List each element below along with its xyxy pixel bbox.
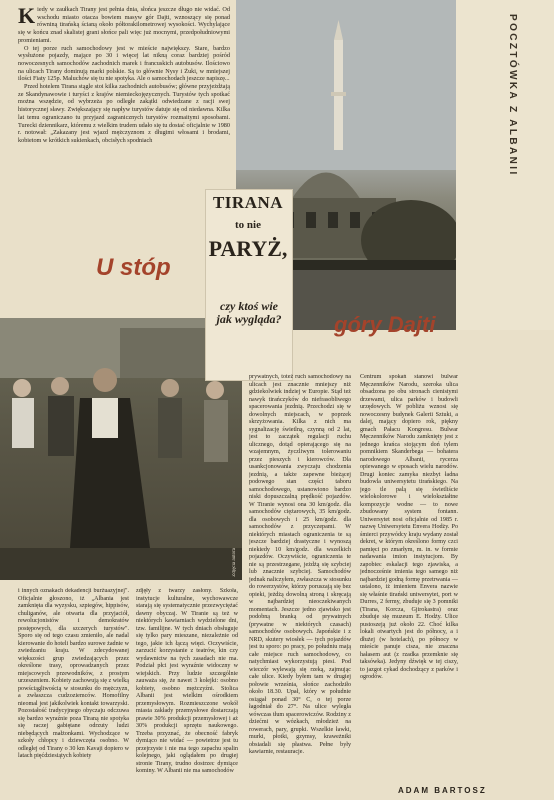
mosque-window <box>328 212 338 228</box>
person-body <box>204 400 228 462</box>
pavement <box>0 548 242 580</box>
subhead-gory-dajti: góry Dajti <box>334 312 436 337</box>
title-box <box>205 189 293 381</box>
headline-question: czy ktoś wie jak wygląda? <box>216 299 282 326</box>
headline-paryz: PARYŻ, <box>208 236 288 261</box>
woman-head <box>93 368 117 392</box>
photo-credit: Zdjęcia autora <box>232 548 237 577</box>
minaret-balcony <box>331 92 346 96</box>
person-head <box>206 381 224 399</box>
lead-article-text <box>18 6 230 178</box>
woman-blouse <box>92 398 118 438</box>
article-column-3: prywatnych, toteż ruch samochodowy na ulicach jest znacznie mniejszy niż gdziekolwiek indziej w Europie. Stąd też nawyk tirańczyków do niefrasobliwego spacerowania jezdnią. Przechodzi się w dowolnych miejscach, w poprzek skrzyżowania. Kilka z nich ma sygnalizację świetlną, czynną od 2 lat, jest to zaczątek regulacji ruchu ulicznego, dotąd opierającego się na wzajemnym, życzliwym tolerowaniu przez pieszych i kierowców. Dla usankcjonowania zwyczaju chodzenia jezdnią, a także zapewne bieżącej podowego stan części taboru samochodowego, ustanowiono bardzo niski dopuszczalną prędkość pojazdów. W Tiranie wynosi ona 30 km/godz. dla samochodów ciężarowych, 35 km/godz. dla osobowych i 25 km/godz. dla samochodów z przyczepami. W niektórych miastach ograniczenia te są jeszcze bardziej drastyczne i wynoszą niekiedy 10 km/godz. dla wszelkich pojazdów. Oczywiście, ograniczenia te nie są przestrzegane, jeżdżą się szybciej lub znacznie szybciej. Samochodów jednak naliczyłem, zwłaszcza w stosunku do rowerzystów, którzy poruszają się bez opieki, jeżdżą dowolną stroną i skręcają w najbardziej nieoczekiwanych momentach. Jeszcze jedno zjawisko jest podobną branką od prywatnych (prywatne w niektórych czasach) samochodów osobowych. Japońskie i z NRD, skutery wiosłek — tych pojazdów jest tu sporo: po pracy, po południu mają całe miejsce ruch samochodowy, co natychmiast wykorzystują piesi. Pod wieczór wylewają się rzeką, zajmując całe ulice. Kiedy byłem tam w drugiej połowie września, słońce zachodziło około 18.30. Upał, który w południe osiągał ponad 30° C, o tej porze łagodniał do 27°. Na ulice wyległa wówczas tłum spacerowiczów. Rodziny z dziećmi w wózkach, młodzież na rowerach, pary, grupki. Wszelkie ławki, murki, płotki, gzymsy, kraweżniki obsiadali się płastwa. Pełne były kawiarnie, restauracje. <box>249 374 351 755</box>
kiosk <box>120 328 210 378</box>
mosque-window <box>306 212 316 228</box>
author-byline: ADAM BARTOSZ <box>398 786 487 795</box>
section-vertical-title: POCZTÓWKA Z ALBANII <box>507 14 518 177</box>
headline-to-nie: to nie <box>235 219 261 231</box>
lead-paragraph-1: iedy w zaułkach Tirany jest pełnia dnia, słońca jeszcze długo nie widać. Od wschodu miasto otacza bowiem masyw gór Dajti, wznoszący się ponad równiną tirańską ścianą około półtorakilometrowej wysokości. Wychylające się w końcu znad skalistej grani słońce pali więc już mocnymi, przedpołudniowymi promieniami. <box>18 6 230 44</box>
person-body <box>48 396 74 456</box>
subhead-u-stop: U stóp <box>96 254 171 281</box>
person-head <box>51 377 69 395</box>
mosque-window <box>350 212 360 228</box>
article-column-4: Centrum spokań stanowi bulwar Męczenników Narodu, szeroka ulica obsadzona po obu stronach cienistymi drzewami, ulica parków i budowli urzędowych. W pobliżu wznosi się nowoczesny budynek Galerii Sztuki, a dalej, mający dopiero rok, piękny gmach Pałacu Kongresu. Bulwar Męczenników Narodu zamknięty jest z jednego krańca stojącym doń tylem pomnikiem Skanderbega — bohatera narodowego Albanii, rycerza opiewanego w eposach wielu narodów. Drugi koniec zamyka niezbyt ładna budowla uniwersytetu tirańskiego. Na jego tle palą się świetliście wielokolorowe i wielokształtne kompozycje wodne — to nowe zbudowany system fontann. Uniwersytet nosi oficjalnie od 1985 r. nazwę Uniwersytetu Envera Hodży. Po śmierci przywódcy kraju wydany został dekret, w którym określono formy czci pamięci po zmarłym, m. in. w formie nadawania imion instytucjom. By zapobiec eskalacji tego zjawiska, a jednocześnie imienia tego samego niż najbardziej godną formę przetrwania — ustalono, iż imieniem Envera nazwie się właśnie tirański uniwersytet, port w Durres, 2 fermy, zbuduje się 3 pomniki (Tirana, Korcza, Gjirokastra) oraz zbuduje się muzeum E. Hodży. Ulice pustoszeją już około 22. Choć kilka lokali otwartych jest do północy, a i dłużej (w hotelach), po północy w mieście panuje cisza, nie znaczna hałasem aut (z rzadka przemknie się taksówka). Jedyny dźwięk w tej ciszy, to jazgot cykad dochodzący z parków i ogrodów. <box>360 374 458 680</box>
mosque-dome <box>291 173 361 201</box>
person-body <box>158 398 182 458</box>
lead-paragraph-2: O tej porze ruch samochodowy jest w mieście największy. Stare, bardzo wysłużone pojazdy, mające po 30 i więcej lat nikną coraz bardziej pośród nowoczesnych samochodów zachodnich marek i francuskich autobusów. Ilościowo na ulicach Tirany dominują marki polskie. Są to głównie Nysy i Żuki, w mniejszej ilości Fiaty 125p. Maluchów się tu nie spotyka. Ale o samochodach jeszcze napiszę... <box>18 44 230 83</box>
person-head <box>161 379 179 397</box>
sky <box>236 0 456 170</box>
article-column-2: zdjęły z twarzy zasłony. Szkoła, instytucje kulturalne, wychowawcze starają się systematycznie przezwyciężać dawny obyczaj. W Tiranie są też w niektórych kawiarniach wydzielone dni, tzw. familijne. W tych dniach obsługuje się tylko pary mieszane, niezależnie od tego, jakie ich łączą więzi. Oczywiście, zarzucić korzystanie z teatrów, kin czy wydawnictw na tych zasadach nie ma. Podział płci jest wyraźnie widoczny w wiejskich. Przy ludzie szczególnie zauważa się, że nawet 3 kolejki: osobno kobiety, osobno mężczyźni. Stolica Albanii jest wielkim ośrodkiem przemysłowym. Rozmieszczone wokół miasta zakłady przemysłowe dostarczają prawie 30% produkcji przemysłowej i aż 30% produkcji sprzętu naukowego. Trzeba przyznać, że obecność fabryk dymiąco nie widać — powietrze jest tu przejrzyste i nie ma tego zapachu spalin kolejnego, jaki oglądałem po drugiej stronie Tirany, trudno dostrzec dymiące kominy. W Albanii nie ma samochodów <box>136 588 238 774</box>
person-body <box>12 398 34 448</box>
drop-cap: K <box>18 6 36 28</box>
person-head <box>13 379 31 397</box>
lead-paragraph-3: Przed hotelem Tirana stągle stoi kilka zachodnich autobusów; główne przyjeżdżają ze Skandynawowie i turyści z krajów niemieckojęzycznych. Turystów tych spotkać można wszędzie, od wybrzeża po odległe zakątki odwiedzane z racji swej historycznej sławy. Zwiększający się napływ turystów datuje się od niedawna. Kilka lat temu ograniczano tu przyjazd zagranicznych turystów rozmaitymi sposobami. Turecki dziennikarz, któremu z wielkim trudem udało się tu dostać oficjalnie w 1980 r. notował: „Zakazany jest wjazd mężczyznom z długimi włosami i brodami, kobietom w krótkich sukienkach, obcisłych spodniach <box>18 83 230 144</box>
headline-tirana: TIRANA <box>212 193 284 212</box>
article-column-1: i innych oznakach dekadencji burżuazyjnej". Oficjalnie głoszono, iż „Albania jest zamknięta dla wyzysku, szpiegów, hippisów, chuliganów, ale otwarta dla przyjaciół, rewolucjonistów i demokratów postępowych, dla szczerych turystów". Sporo się od tego czasu zmieniło, ale nadal kierowanie do hoteli bardzo surowe żadnie w zwiedzaniu kraju. W zdecydowanej większości grup zwiedzających przez określone trasy, oprowadzanych przez miejscowych przewodników, z prostym urzeszeniem. Kobiety zachowują się z wielką powściągliwością w stosunku do mężczyzn, a zwłaszcza cudzoziemców. Homofilny nieomal jest jakikolwiek kontakt towarzyski. Pozostałość tradycyjnego obyczaju odczuwa się bardzo wyraźnie poza Tiraną nie spotyka się raczej gabiętane odrzuty ludzi niebędących małżonkami. Wychodzące w szkoły chłopcy i dziewczęta osobno. W odległej od Tirany o 30 km Kavaji dopiero w latach pięćdziesiątych kobiety <box>18 588 129 759</box>
